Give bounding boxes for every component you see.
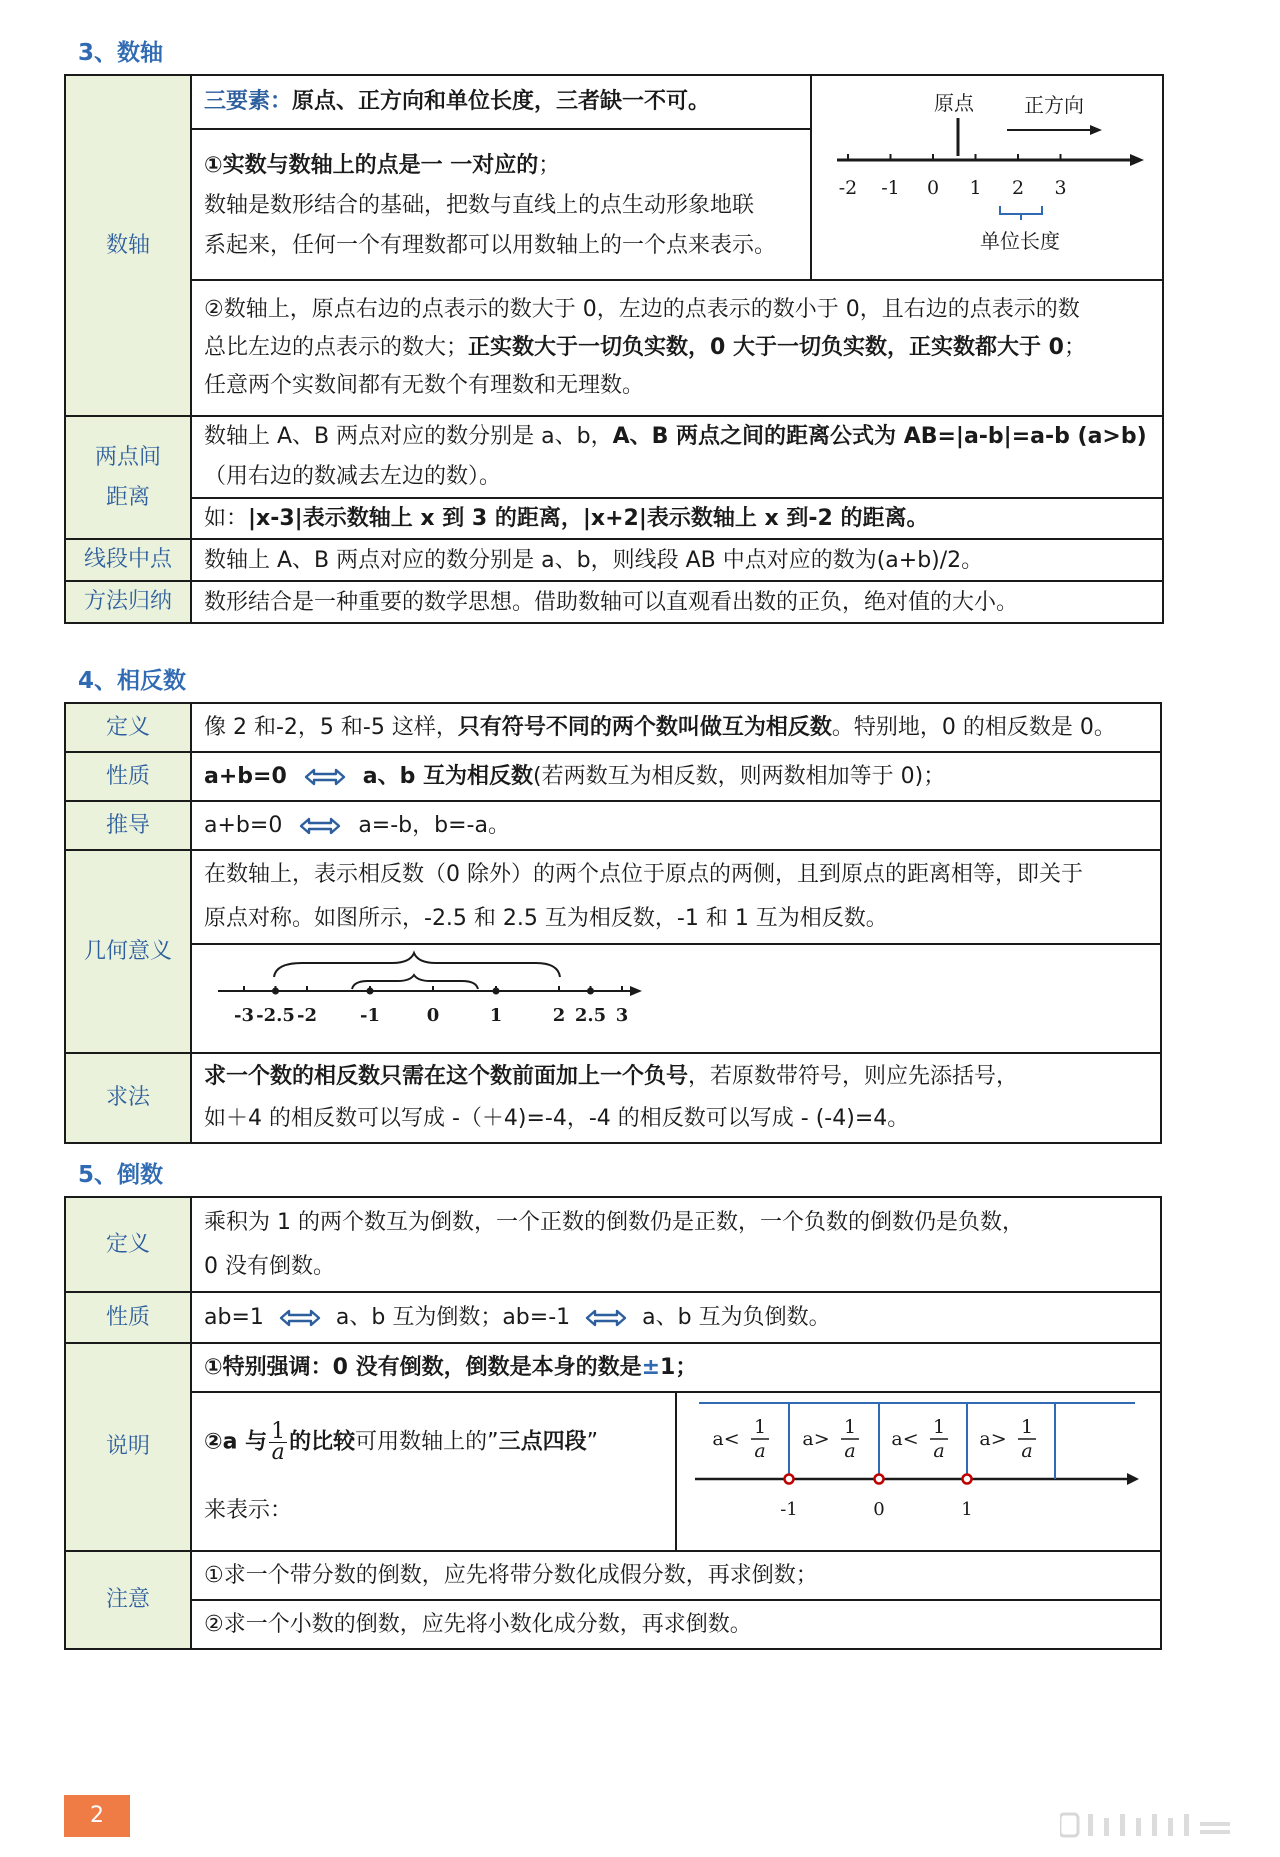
method-text: 数形结合是一种重要的数学思想。借助数轴可以直观看出数的正负，绝对值的大小。 xyxy=(191,581,1163,623)
header-distance-l1: 两点间 xyxy=(94,444,161,470)
opposite-number-table xyxy=(64,702,1162,1144)
attention-1: ①求一个带分数的倒数，应先将带分数化成假分数，再求倒数； xyxy=(191,1551,1161,1600)
recip-note1-a: ①特别强调：0 没有倒数，倒数是本身的数是 xyxy=(204,1355,642,1380)
outer-brace xyxy=(274,953,560,977)
header-distance-l2: 距离 xyxy=(105,484,150,510)
header-recip-property: 性质 xyxy=(65,1292,191,1343)
positive-arrow-head xyxy=(1090,125,1102,135)
key-point xyxy=(785,1475,794,1484)
section-4-title: 4、相反数 xyxy=(78,668,187,694)
order-line2a: 总比左边的点表示的数大； xyxy=(204,335,469,360)
opp-axis-label: 0 xyxy=(426,1005,440,1026)
recip-def-l1: 乘积为 1 的两个数互为倒数，一个正数的倒数仍是正数，一个负数的倒数仍是负数， xyxy=(204,1209,1024,1235)
reciprocal-table xyxy=(64,1196,1162,1650)
number-axis-table xyxy=(64,74,1164,624)
section-3-title: 3、数轴 xyxy=(78,40,164,66)
opposite-number-axis-figure xyxy=(192,945,692,1035)
midpoint-text: 数轴上 A、B 两点对应的数分别是 a、b，则线段 AB 中点对应的数为(a+b)/2。 xyxy=(191,539,1163,581)
recip-note2-b: 的比较 xyxy=(289,1429,356,1455)
three-elements-cell xyxy=(191,75,811,129)
key-point xyxy=(875,1475,884,1484)
fig-unit-label: 单位长度 xyxy=(980,229,1060,253)
fraction-numerator: 1 xyxy=(271,1419,286,1444)
distance-example-a: 如： xyxy=(204,506,249,531)
unit-length-brace xyxy=(1000,206,1042,220)
opp-method-cell xyxy=(191,1053,1161,1143)
double-arrow-icon xyxy=(297,815,343,837)
recip-figure-cell xyxy=(676,1392,1161,1551)
axis-tick-label: 3 xyxy=(1054,177,1067,199)
double-arrow-icon xyxy=(302,766,348,788)
recip-note1-b: 1； xyxy=(660,1355,698,1380)
segment-frac-num: 1 xyxy=(753,1416,767,1438)
recip-note2-a: ②a 与 xyxy=(204,1429,268,1455)
fraction-denominator: a xyxy=(271,1440,285,1465)
order-line3: 任意两个实数间都有无数个有理数和无理数。 xyxy=(204,373,645,398)
segment-frac-num: 1 xyxy=(1020,1416,1034,1438)
header-recip-definition: 定义 xyxy=(65,1197,191,1292)
one-to-one-bold: ①实数与数轴上的点是一 一对应的 xyxy=(204,153,539,179)
segment-frac-num: 1 xyxy=(843,1416,857,1438)
reciprocal-segments-figure xyxy=(677,1393,1147,1533)
distance-cell xyxy=(191,416,1163,498)
key-point xyxy=(963,1475,972,1484)
header-method: 方法归纳 xyxy=(65,581,191,623)
opp-axis-point xyxy=(367,988,374,995)
axis-tick-label: 2 xyxy=(1011,177,1025,199)
opp-geometric-cell xyxy=(191,850,1161,944)
recip-axis-arrow xyxy=(1127,1473,1139,1485)
fig-positive-label: 正方向 xyxy=(1024,93,1084,117)
double-arrow-icon xyxy=(583,1307,629,1329)
opp-axis-label: -1 xyxy=(360,1005,380,1026)
page-number: 2 xyxy=(64,1795,130,1837)
opp-axis-point xyxy=(493,988,500,995)
number-axis-figure-cell xyxy=(811,75,1163,280)
recip-property-cell xyxy=(191,1292,1161,1343)
header-geometric: 几何意义 xyxy=(65,850,191,1053)
opp-axis-point xyxy=(272,988,279,995)
order-cell xyxy=(191,280,1163,416)
opp-prop-bold: a、b 互为相反数 xyxy=(362,764,534,789)
header-midpoint: 线段中点 xyxy=(65,539,191,581)
distance-example-b: |x-3|表示数轴上 x 到 3 的距离，|x+2|表示数轴上 x 到-2 的距离。 xyxy=(248,506,929,531)
opp-def-a: 像 2 和-2，5 和-5 这样， xyxy=(204,715,458,740)
header-property: 性质 xyxy=(65,752,191,801)
segment-frac-den: a xyxy=(1021,1440,1033,1462)
one-over-a-fraction xyxy=(269,1419,287,1465)
opp-axis-label: -2 xyxy=(297,1005,317,1026)
opp-axis-label: 1 xyxy=(489,1005,503,1026)
opp-method-b: ，若原数带符号，则应先添括号， xyxy=(688,1064,1019,1089)
axis-arrow-head xyxy=(1130,154,1144,166)
opp-geo-l1: 在数轴上，表示相反数（0 除外）的两个点位于原点的两侧，且到原点的距离相等，即关于 xyxy=(204,862,1083,887)
recip-prop-b: a、b 互为倒数；ab=-1 xyxy=(335,1305,571,1330)
segment-frac-den: a xyxy=(754,1440,766,1462)
three-elements-label: 三要素： xyxy=(204,89,293,115)
segment-relation: a> xyxy=(802,1428,830,1450)
header-recip-note: 说明 xyxy=(65,1343,191,1551)
attention-2: ②求一个小数的倒数，应先将小数化成分数，再求倒数。 xyxy=(191,1600,1161,1649)
opp-geo-l2: 原点对称。如图所示，-2.5 和 2.5 互为相反数，-1 和 1 互为相反数。 xyxy=(204,906,888,931)
opp-deriv-result: a=-b，b=-a。 xyxy=(358,813,510,838)
segment-frac-den: a xyxy=(933,1440,945,1462)
opp-def-bold: 只有符号不同的两个数叫做互为相反数 xyxy=(457,715,832,740)
header-method-find: 求法 xyxy=(65,1053,191,1143)
opp-axis-label: -3 xyxy=(234,1005,254,1026)
recip-note1-cell xyxy=(191,1343,1161,1392)
distance-formula: A、B 两点之间的距离公式为 AB=|a-b|=a-b (a>b) xyxy=(612,424,1147,449)
distance-a: 数轴上 A、B 两点对应的数分别是 a、b， xyxy=(204,424,613,449)
header-distance xyxy=(65,416,191,539)
one-to-one-line2: 系起来，任何一个有理数都可以用数轴上的一个点来表示。 xyxy=(204,233,777,259)
opp-axis-arrow xyxy=(630,986,642,996)
recip-prop-c: a、b 互为负倒数。 xyxy=(642,1305,831,1330)
distance-note: （用右边的数减去左边的数）。 xyxy=(204,464,502,489)
axis-tick-label: -1 xyxy=(881,177,900,199)
header-definition: 定义 xyxy=(65,703,191,752)
header-attention: 注意 xyxy=(65,1551,191,1649)
opp-property-cell xyxy=(191,752,1161,801)
three-elements-text: 原点、正方向和单位长度，三者缺一不可。 xyxy=(292,89,711,115)
opp-figure-cell xyxy=(191,944,1161,1053)
recip-def-l2: 0 没有倒数。 xyxy=(204,1253,335,1279)
opp-axis-label: 2 xyxy=(552,1005,566,1026)
opp-axis-label: -2.5 xyxy=(256,1005,295,1026)
opp-definition-cell xyxy=(191,703,1161,752)
watermark-glyph xyxy=(1060,1812,1260,1838)
axis-tick-label: 0 xyxy=(926,177,940,199)
fig-origin-label: 原点 xyxy=(934,91,974,115)
segment-relation: a< xyxy=(712,1428,740,1450)
recip-note2-d: 三点四段 xyxy=(498,1429,587,1455)
opp-method-bold: 求一个数的相反数只需在这个数前面加上一个负号 xyxy=(204,1064,689,1089)
segment-frac-num: 1 xyxy=(932,1416,946,1438)
recip-prop-eq: ab=1 xyxy=(204,1305,264,1330)
header-number-axis: 数轴 xyxy=(65,75,191,416)
order-line1: ②数轴上，原点右边的点表示的数大于 0，左边的点表示的数小于 0，且右边的点表示的数 xyxy=(204,297,1080,322)
opp-derivation-cell xyxy=(191,801,1161,850)
opp-prop-note: (若两数互为相反数，则两数相加等于 0)； xyxy=(533,764,946,789)
section-5-title: 5、倒数 xyxy=(78,1162,164,1188)
recip-note2-e: ” xyxy=(586,1429,598,1455)
opp-def-c: 。特别地，0 的相反数是 0。 xyxy=(831,715,1116,740)
order-line2-bold: 正实数大于一切负实数，0 大于一切负实数，正实数都大于 0 xyxy=(468,335,1064,360)
segment-relation: a> xyxy=(979,1428,1007,1450)
axis-tick-label: 1 xyxy=(969,177,982,199)
order-line2-punct: ； xyxy=(1063,335,1086,360)
distance-example-cell xyxy=(191,498,1163,539)
key-point-label: 1 xyxy=(961,1499,973,1520)
opp-method-example: 如＋4 的相反数可以写成 -（＋4)=-4，-4 的相反数可以写成 - (-4)=4。 xyxy=(204,1106,910,1131)
opp-axis-point xyxy=(587,988,594,995)
double-arrow-icon xyxy=(277,1307,323,1329)
key-point-label: -1 xyxy=(780,1499,798,1520)
recip-definition-cell xyxy=(191,1197,1161,1292)
opp-axis-label: 2.5 xyxy=(574,1005,607,1026)
opp-deriv-eq: a+b=0 xyxy=(204,813,283,838)
number-axis-figure xyxy=(812,76,1162,262)
segment-frac-den: a xyxy=(844,1440,856,1462)
recip-note2-cell xyxy=(191,1392,676,1551)
one-to-one-cell xyxy=(191,129,811,280)
recip-note2-c: 可用数轴上的” xyxy=(355,1429,499,1455)
one-to-one-line1: 数轴是数形结合的基础，把数与直线上的点生动形象地联 xyxy=(204,193,755,219)
recip-note2-f: 来表示： xyxy=(204,1498,293,1523)
segment-relation: a< xyxy=(891,1428,919,1450)
one-to-one-punct: ； xyxy=(538,153,561,179)
opp-axis-label: 3 xyxy=(615,1005,629,1026)
axis-tick-label: -2 xyxy=(838,177,858,199)
opp-prop-eq: a+b=0 xyxy=(204,764,287,789)
header-derivation: 推导 xyxy=(65,801,191,850)
recip-note1-pm: ± xyxy=(641,1355,661,1380)
key-point-label: 0 xyxy=(873,1499,885,1520)
